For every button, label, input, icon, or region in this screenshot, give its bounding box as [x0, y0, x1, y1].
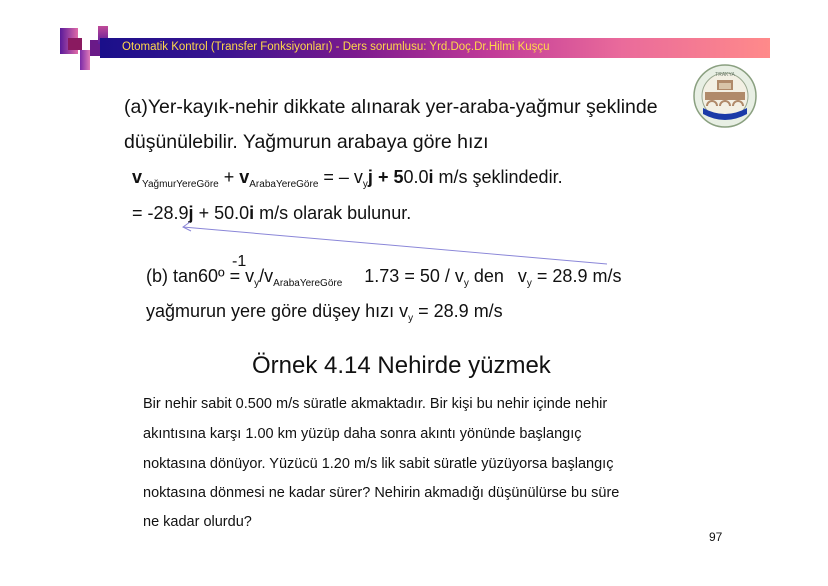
equation-2: = -28.9j + 50.0i m/s olarak bulunur. — [132, 203, 412, 223]
example-line-4: noktasına dönmesi ne kadar sürer? Nehirin akmadığı düşünülürse bu süre — [143, 485, 620, 501]
example-line-3: noktasına dönüyor. Yüzücü 1.20 m/s lik sabit süratle yüzüyorsa başlangıç — [143, 456, 614, 472]
example-line-2: akıntısına karşı 1.00 km yüzüp daha sonra akıntı yönünde başlangıç — [143, 426, 582, 442]
svg-text:TRAKYA: TRAKYA — [715, 72, 735, 78]
part-a-line-1: (a)Yer-kayık-nehir dikkate alınarak yer-araba-yağmur şeklinde — [124, 96, 658, 118]
part-b-line-1: (b) tan60º = $v_y/v_{ArabaYereGöre}$ $1.73 = 50 / v_y$ den $v_y = 28.9$ m/s — [146, 266, 622, 289]
exponent-minus-one: -1 — [232, 253, 247, 270]
equation-1: $v_{YağmurYereGöre} + v_{ArabaYereGöre}$ = – $v_yj + 50.0i$ m/s şeklindedir. — [132, 167, 563, 190]
page-number: 97 — [709, 530, 723, 544]
example-line-5: ne kadar olurdu? — [143, 514, 252, 530]
example-title: Örnek 4.14 Nehirde yüzmek — [252, 352, 551, 379]
header-title: Otomatik Kontrol (Transfer Fonksiyonları) - Ders sorumlusu: Yrd.Doç.Dr.Hilmi Kuşçu — [122, 41, 550, 53]
part-b-line-2: yağmurun yere göre düşey hızı $v_y = 28.9$ m/s — [146, 301, 503, 324]
example-line-1: Bir nehir sabit 0.500 m/s süratle akmaktadır. Bir kişi bu nehir içinde nehir — [143, 396, 608, 412]
part-a-line-2: düşünülebilir. Yağmurun arabaya göre hızı — [124, 131, 489, 153]
